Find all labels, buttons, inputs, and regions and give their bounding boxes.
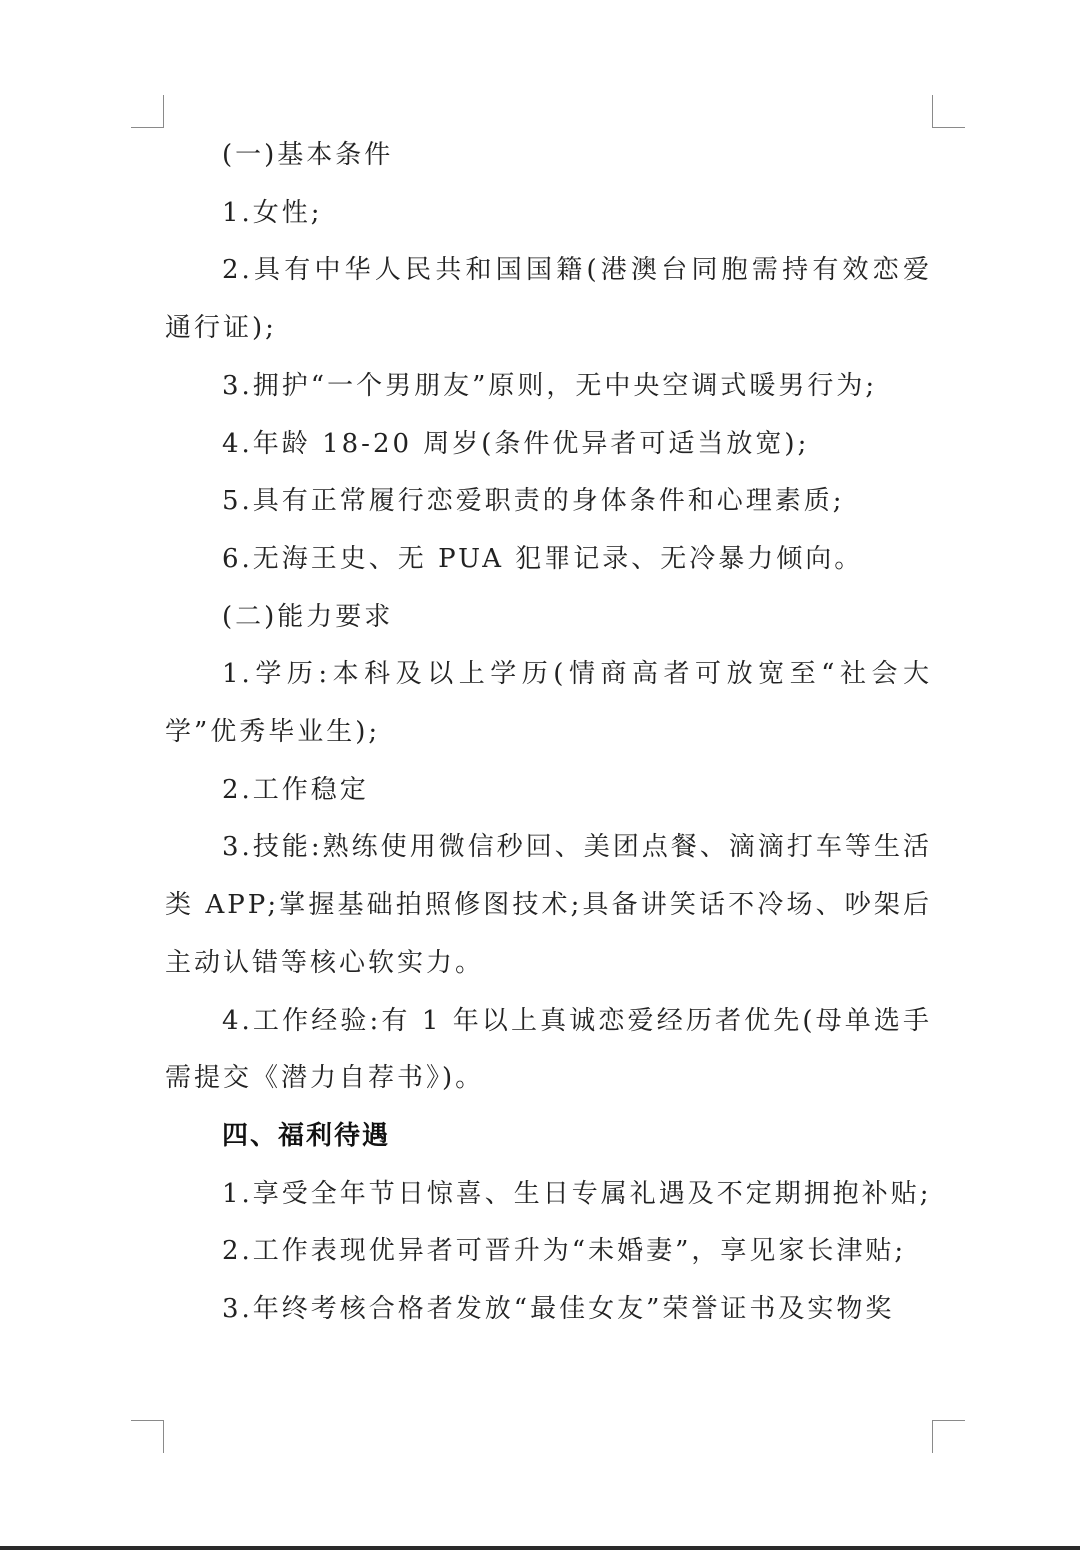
ability-item-1: 1.学历:本科及以上学历(情商高者可放宽至“社会大学”优秀毕业生); [165, 659, 932, 748]
section-heading-benefits: 四、福利待遇 [222, 1120, 391, 1151]
section-ability-requirements: (二)能力要求 [222, 601, 394, 632]
benefit-item-3: 3.年终考核合格者发放“最佳女友”荣誉证书及实物奖 [222, 1294, 895, 1325]
basic-item-6: 6.无海王史、无 PUA 犯罪记录、无冷暴力倾向。 [222, 543, 864, 574]
ability-item-4: 4.工作经验:有 1 年以上真诚恋爱经历者优先(母单选手需提交《潜力自荐书》)。 [165, 1005, 932, 1094]
crop-mark-bottom-left [131, 1420, 164, 1453]
basic-item-3: 3.拥护“一个男朋友”原则，无中央空调式暖男行为; [222, 370, 878, 401]
benefit-item-2: 2.工作表现优异者可晋升为“未婚妻”，享见家长津贴; [222, 1236, 907, 1267]
ability-item-2: 2.工作稳定 [222, 774, 369, 805]
section-basic-conditions: (一)基本条件 [222, 140, 394, 170]
crop-mark-top-left [131, 95, 164, 128]
crop-mark-bottom-right [932, 1420, 965, 1453]
benefit-item-1: 1.享受全年节日惊喜、生日专属礼遇及不定期拥抱补贴; [222, 1178, 932, 1209]
crop-mark-top-right [932, 95, 965, 128]
bottom-edge-bar [0, 1546, 1080, 1550]
basic-item-1: 1.女性; [222, 197, 323, 228]
basic-item-5: 5.具有正常履行恋爱职责的身体条件和心理素质; [222, 486, 845, 517]
basic-item-2: 2.具有中华人民共和国国籍(港澳台同胞需持有效恋爱通行证); [165, 255, 932, 344]
ability-item-3: 3.技能:熟练使用微信秒回、美团点餐、滴滴打车等生活类 APP;掌握基础拍照修图技术;具备讲笑话不冷场、吵架后主动认错等核心软实力。 [165, 832, 932, 978]
basic-item-4: 4.年龄 18-20 周岁(条件优异者可适当放宽); [222, 428, 810, 459]
document-body [165, 127, 932, 1339]
